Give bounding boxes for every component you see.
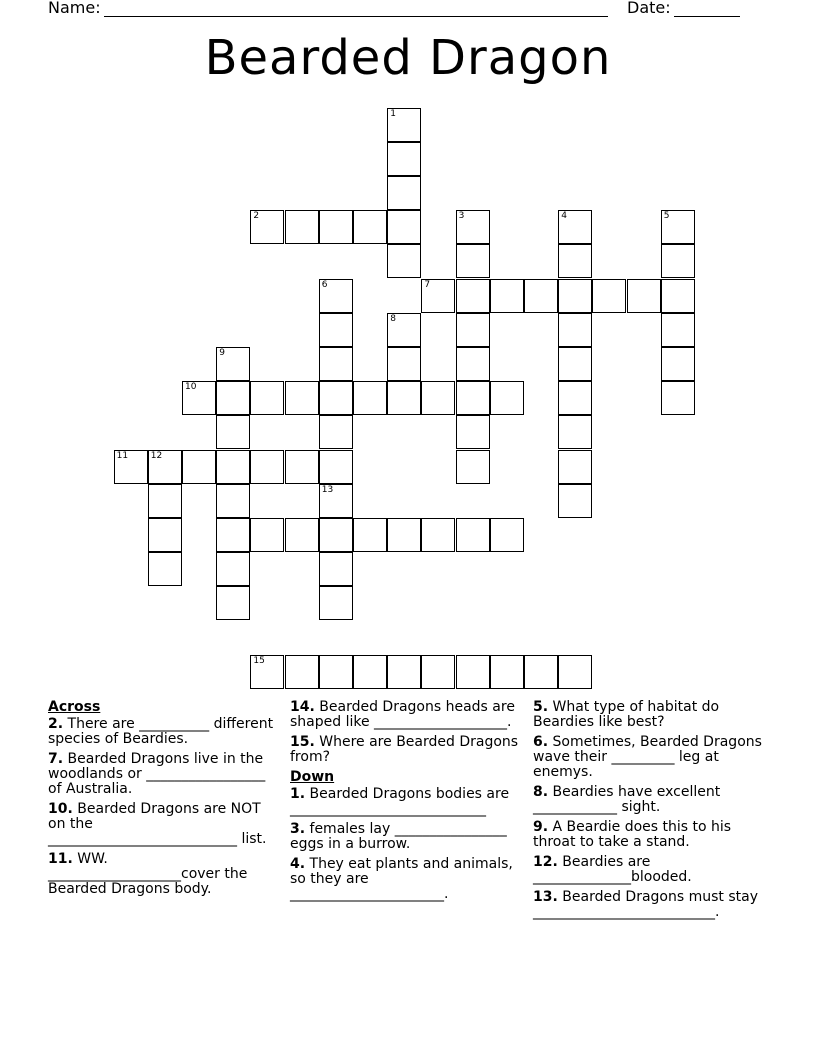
grid-cell[interactable] <box>353 210 387 244</box>
grid-cell[interactable] <box>250 518 284 552</box>
grid-cell[interactable] <box>387 518 421 552</box>
grid-cell[interactable] <box>421 279 455 313</box>
grid-cell[interactable] <box>353 381 387 415</box>
grid-cell[interactable] <box>216 381 250 415</box>
cell-number: 13 <box>321 484 334 495</box>
grid-cell[interactable] <box>661 381 695 415</box>
grid-cell[interactable] <box>285 210 319 244</box>
puzzle-title: Bearded Dragon <box>204 30 612 86</box>
grid-cell[interactable] <box>387 655 421 689</box>
grid-cell[interactable] <box>627 279 661 313</box>
grid-cell[interactable] <box>285 518 319 552</box>
clue-across-7: 7. Bearded Dragons live in the woodlands or _________________ of Australia. <box>48 751 266 797</box>
grid-cell[interactable] <box>387 142 421 176</box>
grid-cell[interactable] <box>558 381 592 415</box>
grid-cell[interactable] <box>456 313 490 347</box>
grid-cell[interactable] <box>319 279 353 313</box>
grid-cell[interactable] <box>661 279 695 313</box>
cell-number: 4 <box>561 211 567 222</box>
grid-cell[interactable] <box>456 210 490 244</box>
cell-number: 6 <box>321 279 328 290</box>
grid-cell[interactable] <box>421 381 455 415</box>
grid-cell[interactable] <box>421 518 455 552</box>
grid-cell[interactable] <box>661 313 695 347</box>
grid-cell[interactable] <box>319 655 353 689</box>
clue-down-12: 12. Beardies are ______________blooded. <box>533 854 692 885</box>
cell-number: 9 <box>219 348 225 358</box>
clue-across-11: 11. WW. ___________________cover the Bearded Dragons body. <box>48 851 248 897</box>
grid-cell[interactable] <box>456 655 490 689</box>
grid-cell[interactable] <box>114 450 148 484</box>
grid-cell[interactable] <box>421 655 455 689</box>
grid-cell[interactable] <box>387 244 421 278</box>
cell-number: 10 <box>185 382 197 393</box>
grid-cell[interactable] <box>250 655 284 689</box>
name-label: Name: <box>48 0 101 17</box>
grid-cell[interactable] <box>490 518 524 552</box>
grid-cell[interactable] <box>216 415 250 449</box>
grid-cell[interactable] <box>558 347 592 381</box>
grid-cell[interactable] <box>456 347 490 381</box>
grid-cell[interactable] <box>387 347 421 381</box>
grid-cell[interactable] <box>182 381 216 415</box>
cell-number: 12 <box>150 450 163 461</box>
grid-cell[interactable] <box>661 210 695 244</box>
grid-cell[interactable] <box>524 655 558 689</box>
grid-cell[interactable] <box>456 518 490 552</box>
grid-cell[interactable] <box>319 586 353 620</box>
grid-cell[interactable] <box>148 484 182 518</box>
grid-cell[interactable] <box>490 279 524 313</box>
grid-cell[interactable] <box>387 108 421 142</box>
down-heading: Down <box>290 769 335 785</box>
clue-across-2: 2. There are __________ different species of Beardies. <box>48 716 274 747</box>
grid-cell[interactable] <box>319 313 353 347</box>
grid-cell[interactable] <box>216 518 250 552</box>
cell-number: 8 <box>390 313 396 324</box>
grid-cell[interactable] <box>558 484 592 518</box>
cell-number: 11 <box>116 450 129 461</box>
cell-number: 15 <box>253 655 265 666</box>
cell-number: 3 <box>458 211 465 222</box>
grid-cell[interactable] <box>558 655 592 689</box>
grid-cell[interactable] <box>558 244 592 278</box>
grid-cell[interactable] <box>319 381 353 415</box>
grid-cell[interactable] <box>387 176 421 210</box>
grid-cell[interactable] <box>250 381 284 415</box>
grid-cell[interactable] <box>456 450 490 484</box>
grid-cell[interactable] <box>558 415 592 449</box>
grid-cell[interactable] <box>148 518 182 552</box>
clue-down-6: 6. Sometimes, Bearded Dragons wave their _________ leg at enemys. <box>533 734 762 780</box>
clues-column-2 <box>290 700 520 907</box>
clue-down-5: 5. What type of habitat do Beardies like best? <box>533 699 720 730</box>
clue-down-4: 4. They eat plants and animals, so they are ______________________. <box>290 856 513 902</box>
grid-cell[interactable] <box>456 244 490 278</box>
date-label: Date: <box>627 0 671 17</box>
cell-number: 7 <box>424 279 431 290</box>
clue-down-9: 9. A Beardie does this to his throat to take a stand. <box>533 819 732 850</box>
grid-cell[interactable] <box>319 210 353 244</box>
grid-cell[interactable] <box>387 313 421 347</box>
grid-cell[interactable] <box>319 450 353 484</box>
grid-cell[interactable] <box>558 450 592 484</box>
grid-cell[interactable] <box>285 655 319 689</box>
grid-cell[interactable] <box>524 279 558 313</box>
grid-cell[interactable] <box>250 450 284 484</box>
grid-cell[interactable] <box>319 415 353 449</box>
grid-cell[interactable] <box>456 381 490 415</box>
cell-number: 5 <box>663 211 670 222</box>
clues-column-3 <box>533 700 763 925</box>
clue-across-15: 15. Where are Bearded Dragons from? <box>290 734 519 765</box>
clue-down-13: 13. Bearded Dragons must stay __________________________. <box>533 889 758 920</box>
grid-cell[interactable] <box>490 381 524 415</box>
grid-cell[interactable] <box>285 450 319 484</box>
grid-cell[interactable] <box>353 655 387 689</box>
cell-number: 1 <box>390 108 396 119</box>
clue-across-14: 14. Bearded Dragons heads are shaped like ___________________. <box>290 699 515 730</box>
across-heading: Across <box>48 699 101 715</box>
grid-cell[interactable] <box>285 381 319 415</box>
clue-across-10: 10. Bearded Dragons are NOT on the ___________________________ list. <box>48 801 267 847</box>
grid-cell[interactable] <box>661 244 695 278</box>
grid-cell[interactable] <box>558 210 592 244</box>
grid-cell[interactable] <box>148 552 182 586</box>
grid-cell[interactable] <box>592 279 626 313</box>
grid-cell[interactable] <box>216 552 250 586</box>
grid-cell[interactable] <box>216 586 250 620</box>
grid-cell[interactable] <box>216 484 250 518</box>
grid-cell[interactable] <box>387 381 421 415</box>
grid-cell[interactable] <box>319 552 353 586</box>
clue-down-8: 8. Beardies have excellent ____________ sight. <box>533 784 721 815</box>
grid-cell[interactable] <box>148 450 182 484</box>
grid-cell[interactable] <box>182 450 216 484</box>
grid-cell[interactable] <box>456 415 490 449</box>
grid-cell[interactable] <box>387 210 421 244</box>
grid-cell[interactable] <box>216 450 250 484</box>
clue-down-1: 1. Bearded Dragons bodies are ____________________________ <box>290 786 510 817</box>
grid-cell[interactable] <box>490 655 524 689</box>
grid-cell[interactable] <box>319 484 353 518</box>
grid-cell[interactable] <box>353 518 387 552</box>
grid-cell[interactable] <box>661 347 695 381</box>
clues-column-1 <box>48 700 274 902</box>
grid-cell[interactable] <box>319 347 353 381</box>
grid-cell[interactable] <box>558 279 592 313</box>
grid-cell[interactable] <box>558 313 592 347</box>
cell-number: 2 <box>253 211 260 222</box>
grid-cell[interactable] <box>216 347 250 381</box>
clue-down-3: 3. females lay ________________ eggs in a burrow. <box>290 821 507 852</box>
grid-cell[interactable] <box>456 279 490 313</box>
grid-cell[interactable] <box>319 518 353 552</box>
grid-cell[interactable] <box>250 210 284 244</box>
